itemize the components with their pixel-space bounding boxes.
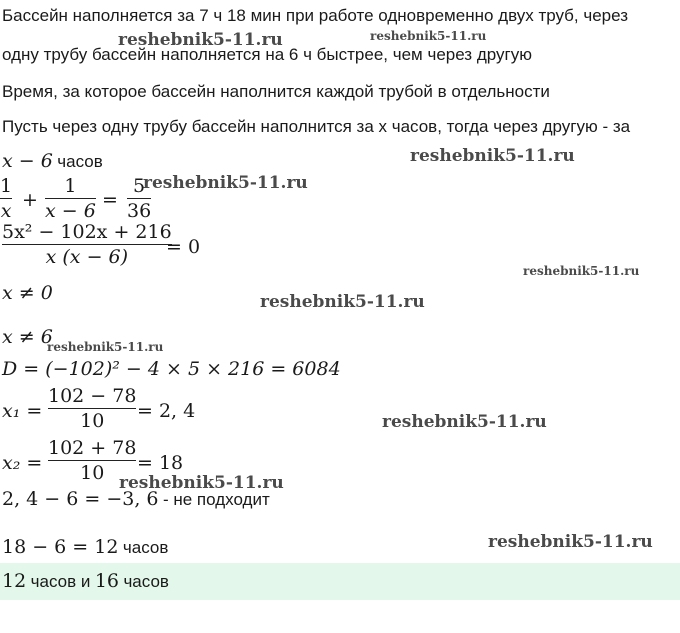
answer-line xyxy=(2,570,169,592)
check2-unit: часов xyxy=(122,538,169,557)
other-pipe-expr: x − 6 xyxy=(2,150,53,172)
discriminant: D = (−102)² − 4 × 5 × 216 = 6084 xyxy=(2,358,341,380)
watermark: reshebnik5-11.ru xyxy=(488,532,653,552)
watermark: reshebnik5-11.ru xyxy=(119,473,284,493)
watermark: reshebnik5-11.ru xyxy=(370,29,487,43)
watermark: reshebnik5-11.ru xyxy=(382,412,547,432)
root1-rhs: = 2, 4 xyxy=(137,400,196,422)
eq1-fraction-1 xyxy=(0,175,12,222)
condition-x-not-6: x ≠ 6 xyxy=(2,326,53,348)
eq1-plus: + xyxy=(22,189,38,211)
other-pipe-unit: часов xyxy=(57,152,103,171)
eq2-num: 5x² − 102x + 216 xyxy=(2,221,172,243)
eq1-f2-den: x − 6 xyxy=(45,200,96,222)
eq1-f3-den: 36 xyxy=(127,200,152,222)
watermark: reshebnik5-11.ru xyxy=(143,173,308,193)
watermark: reshebnik5-11.ru xyxy=(260,292,425,312)
watermark: reshebnik5-11.ru xyxy=(410,146,575,166)
watermark: reshebnik5-11.ru xyxy=(118,30,283,50)
answer-and: часов и xyxy=(30,572,91,591)
root2-rhs: = 18 xyxy=(137,452,184,474)
root1-fraction xyxy=(48,385,136,432)
root1-lhs: x₁ = xyxy=(2,400,43,422)
check2-expr: 18 − 6 = 12 xyxy=(2,536,119,558)
eq1-f2-num: 1 xyxy=(64,175,77,197)
watermark: reshebnik5-11.ru xyxy=(47,340,164,354)
problem-line-1: Бассейн наполняется за 7 ч 18 мин при работе одновременно двух труб, через xyxy=(2,6,629,25)
eq2-fraction xyxy=(2,221,172,268)
root1-num: 102 − 78 xyxy=(48,385,137,407)
condition-x-not-0: x ≠ 0 xyxy=(2,282,53,304)
solution-intro: Пусть через одну трубу бассейн наполнится за х часов, тогда через другую - за xyxy=(2,117,631,136)
answer-b: 16 xyxy=(94,570,119,592)
root2-num: 102 + 78 xyxy=(48,437,137,459)
check-line-2 xyxy=(2,536,168,558)
eq2-rhs: = 0 xyxy=(166,236,201,258)
eq1-fraction-2 xyxy=(45,175,96,222)
other-pipe-line xyxy=(2,150,103,172)
problem-line-2: одну трубу бассейн наполняется на 6 ч быстрее, чем через другую xyxy=(2,45,532,64)
check1-expr: 2, 4 − 6 = −3, 6 xyxy=(2,488,159,510)
root2-lhs: x₂ = xyxy=(2,452,43,474)
eq2-den: x (x − 6) xyxy=(45,246,129,268)
eq1-f1-den: x xyxy=(0,200,12,222)
eq1-f1-num: 1 xyxy=(0,175,13,197)
eq1-equals: = xyxy=(102,189,118,211)
check1-text: - не подходит xyxy=(162,490,270,509)
answer-a: 12 xyxy=(2,570,27,592)
eq1-f3-num: 5 xyxy=(133,175,146,197)
answer-unit: часов xyxy=(123,572,169,591)
root1-den: 10 xyxy=(80,410,105,432)
question-text: Время, за которое бассейн наполнится каждой трубой в отдельности xyxy=(2,82,550,101)
root2-den: 10 xyxy=(80,462,105,484)
watermark: reshebnik5-11.ru xyxy=(523,264,640,278)
